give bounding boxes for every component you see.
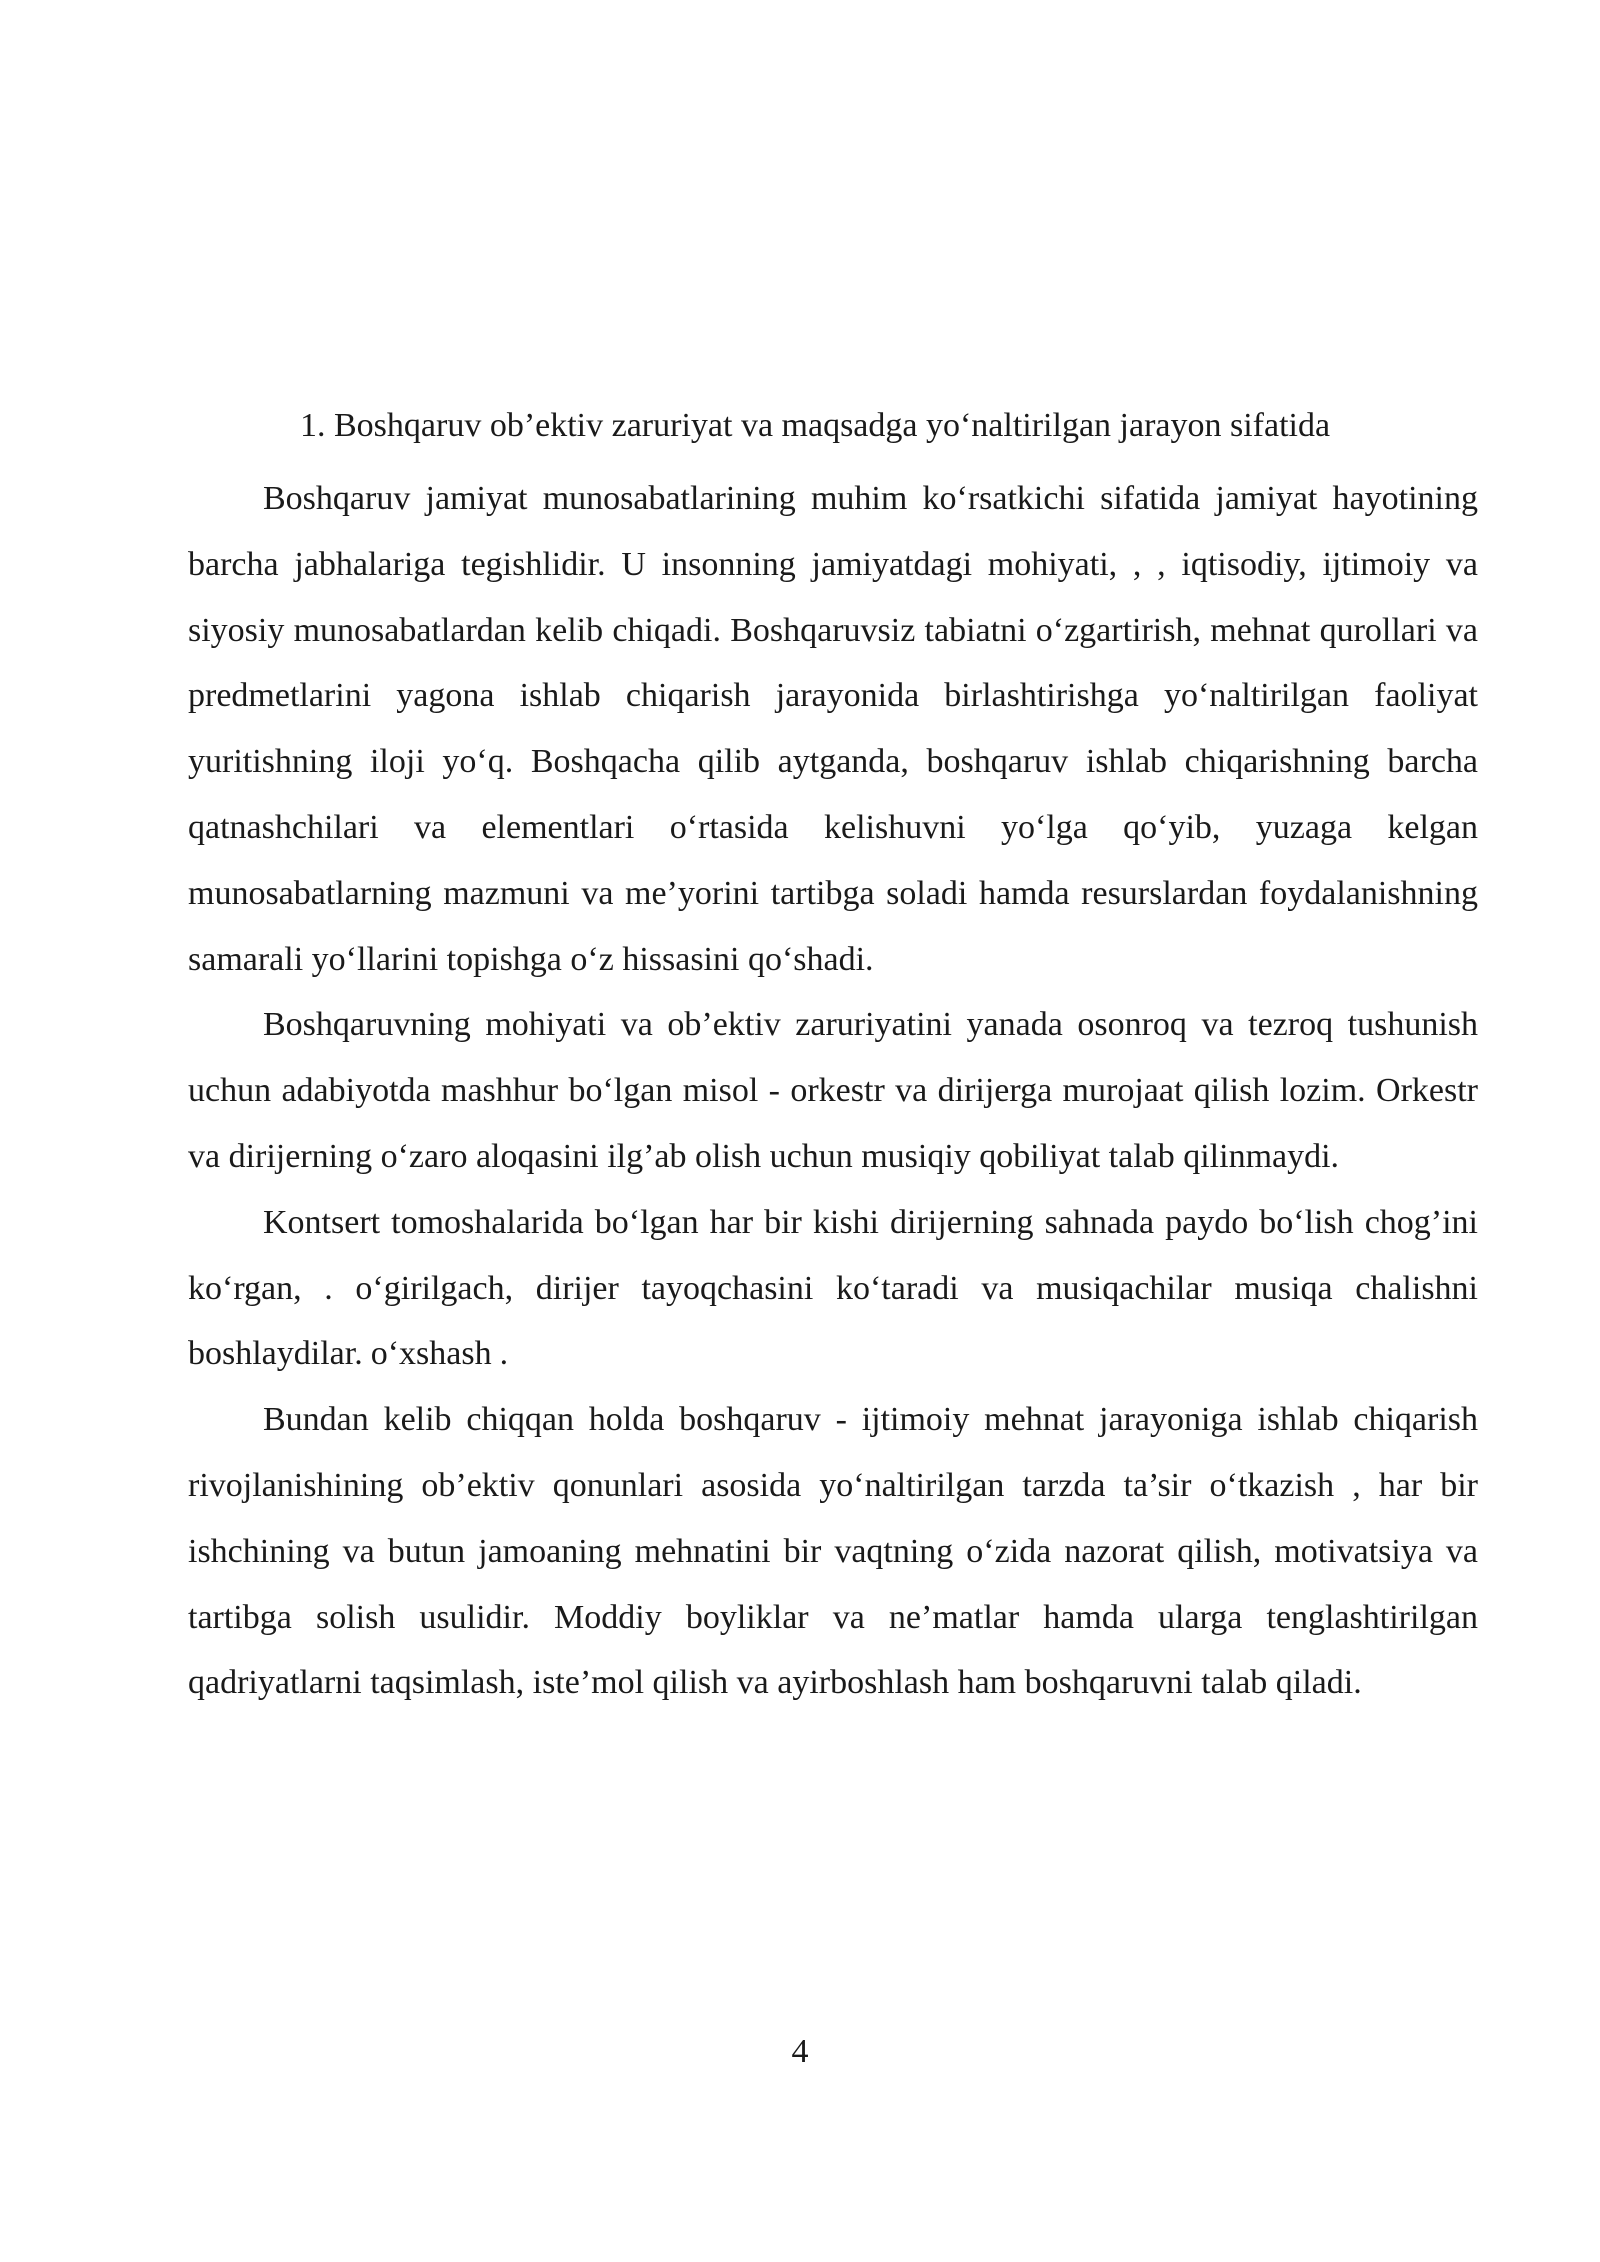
page-number: 4 bbox=[791, 2033, 809, 2070]
section-heading: 1. Boshqaruv ob’ektiv zaruriyat va maqsadga yo‘naltirilgan jarayon sifatida bbox=[300, 407, 1331, 444]
paragraph-2: Boshqaruvning mohiyati va ob’ektiv zaruriyatini yanada osonroq va tezroq tushunish uchun adabiyotda mashhur bo‘lgan misol - orkestr va dirijerga murojaat qilish lozim. Orkestr va dirijerning o‘zaro aloqasini ilg’ab olish uchun musiqiy qobiliyat talab qilinmaydi. bbox=[188, 1006, 1478, 1175]
paragraph-3: Kontsert tomoshalarida bo‘lgan har bir kishi dirijerning sahnada paydo bo‘lish chog’ini ko‘rgan, . o‘girilgach, dirijer tayoqchasini ko‘taradi va musiqachilar musiqa chalishni boshlaydilar. o‘xshash . bbox=[188, 1203, 1478, 1373]
page-content bbox=[188, 400, 1478, 1716]
paragraph-1: Boshqaruv jamiyat munosabatlarining muhim ko‘rsatkichi sifatida jamiyat hayotining barcha jabhalariga tegishlidir. U insonning jamiyatdagi mohiyati, , , iqtisodiy, ijtimoiy va siyosiy munosabatlardan kelib chiqadi. Boshqaruvsiz tabiatni o‘zgartirish, mehnat qurollari va predmetlarini yagona ishlab chiqarish jarayonida birlashtirishga yo‘naltirilgan faoliyat yuritishning iloji yo‘q. Boshqacha qilib aytganda, boshqaruv ishlab chiqarishning barcha qatnashchilari va elementlari o‘rtasida kelishuvni yo‘lga qo‘yib, yuzaga kelgan munosabatlarning mazmuni va me’yorini tartibga soladi hamda resurslardan foydalanishning samarali yo‘llarini topishga o‘z hissasini qo‘shadi. bbox=[188, 480, 1478, 978]
paragraph-4: Bundan kelib chiqqan holda boshqaruv - ijtimoiy mehnat jarayoniga ishlab chiqarish rivojlanishining ob’ektiv qonunlari asosida yo‘naltirilgan tarzda ta’sir o‘tkazish , har bir ishchining va butun jamoaning mehnatini bir vaqtning o‘zida nazorat qilish, motivatsiya va tartibga solish usulidir. Moddiy boyliklar va ne’matlar hamda ularga tenglashtirilgan qadriyatlarni taqsimlash, iste’mol qilish va ayirboshlash ham boshqaruvni talab qiladi. bbox=[188, 1401, 1478, 1702]
